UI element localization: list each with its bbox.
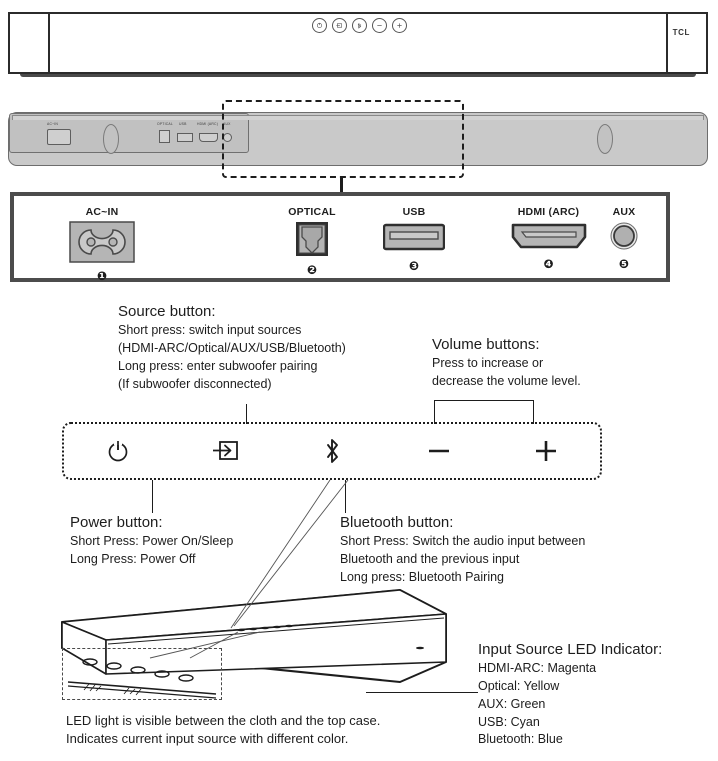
port-label: AUX [612, 206, 636, 218]
led-holes [83, 659, 193, 681]
usb-type-a-icon [364, 221, 464, 258]
rear-hdmi-port [199, 133, 218, 142]
callout-title: Bluetooth button: [340, 514, 454, 531]
callout-line: Short Press: Switch the audio input between [340, 534, 586, 549]
tcl-brand-logo: TCL [672, 28, 690, 37]
rear-hdmi-label: HDMI (ARC) [197, 122, 219, 126]
power-mini-button [312, 18, 327, 33]
port-aux [592, 206, 656, 270]
port-number: ❺ [618, 257, 630, 271]
callout-title: Input Source LED Indicator: [478, 641, 663, 658]
callout-title: Volume buttons: [432, 336, 540, 353]
callout-title: Source button: [118, 303, 216, 320]
rear-usb-label: USB [179, 122, 187, 126]
callout-line: Long press: enter subwoofer pairing [118, 358, 318, 373]
callout-line: (If subwoofer disconnected) [118, 376, 272, 391]
rear-port-recess [9, 113, 249, 153]
input-source-led-indicator-callout [478, 640, 662, 749]
volume-up-mini-button [392, 18, 407, 33]
led-entry: HDMI-ARC: Magenta [478, 661, 597, 676]
source-callout-leader-line [246, 404, 247, 424]
rear-acin-label: AC~IN [47, 122, 59, 126]
bluetooth-icon [321, 436, 343, 466]
power-icon [105, 438, 131, 464]
bluetooth-button[interactable] [278, 424, 385, 478]
volume-up-button[interactable] [493, 424, 600, 478]
volume-buttons-callout [432, 335, 581, 391]
port-label: AC~IN [85, 206, 119, 218]
callout-line: Long press: Bluetooth Pairing [340, 569, 504, 584]
led-detail-drawing [62, 648, 222, 700]
caption-line: LED light is visible between the cloth and the top case. [66, 713, 381, 728]
minus-icon [425, 438, 453, 464]
volume-down-button[interactable] [386, 424, 493, 478]
aux-jack-icon [592, 221, 656, 256]
callout-line: decrease the volume level. [432, 374, 581, 388]
volume-bracket-right [533, 400, 534, 424]
callout-line: Press to increase or [432, 356, 544, 371]
port-usb [364, 206, 464, 272]
rear-optical-port [159, 130, 170, 143]
source-mini-button [332, 18, 347, 33]
port-label: USB [402, 206, 426, 218]
callout-line: Short Press: Power On/Sleep [70, 534, 234, 549]
port-number: ❸ [408, 259, 420, 273]
caption-line: Indicates current input source with different color. [66, 731, 349, 747]
rear-acin-port [47, 129, 71, 145]
connector-panel [10, 192, 670, 282]
port-label: OPTICAL [288, 206, 336, 218]
rear-aux-label: AUX [223, 122, 231, 126]
rear-port-highlight-box [222, 100, 464, 178]
power-button-callout [70, 513, 233, 569]
source-button[interactable] [171, 424, 278, 478]
callout-line: Short press: switch input sources [118, 323, 302, 338]
led-entry: Optical: Yellow [478, 679, 560, 693]
port-number: ❷ [306, 263, 318, 277]
callout-line: Bluetooth and the previous input [340, 552, 520, 566]
callout-title: Power button: [70, 514, 163, 531]
led-entry: USB: Cyan [478, 714, 540, 729]
callout-line: (HDMI-ARC/Optical/AUX/USB/Bluetooth) [118, 341, 346, 355]
control-panel [62, 422, 602, 480]
led-indicator-leader-line [366, 692, 478, 693]
ac-power-inlet-icon [42, 221, 162, 268]
bluetooth-button-callout [340, 513, 585, 587]
power-callout-leader-line [152, 480, 153, 513]
power-button[interactable] [64, 424, 171, 478]
port-label: HDMI (ARC) [517, 206, 580, 218]
front-view-base-shadow [20, 74, 696, 77]
source-button-callout [118, 302, 346, 393]
volume-down-mini-button [372, 18, 387, 33]
led-caption [66, 712, 380, 749]
rear-driver-right [597, 124, 613, 154]
plus-icon [532, 437, 560, 465]
callout-line: Long Press: Power Off [70, 552, 196, 566]
port-optical [262, 206, 362, 276]
volume-bracket-top [434, 400, 534, 401]
port-number: ❹ [543, 257, 554, 271]
volume-bracket-left [434, 400, 435, 424]
front-view-button-row [0, 18, 718, 33]
rear-usb-port [177, 133, 193, 142]
rear-driver-left [103, 124, 119, 154]
control-panel-to-soundbar-leaders [230, 478, 360, 630]
led-entry: Bluetooth: Blue [478, 732, 563, 747]
port-acin [42, 206, 162, 282]
source-input-icon [211, 438, 239, 464]
rear-optical-label: OPTICAL [157, 122, 173, 126]
led-entry: AUX: Green [478, 696, 546, 711]
bluetooth-mini-button [352, 18, 367, 33]
port-number: ❶ [96, 269, 108, 283]
optical-toslink-icon [262, 221, 362, 262]
